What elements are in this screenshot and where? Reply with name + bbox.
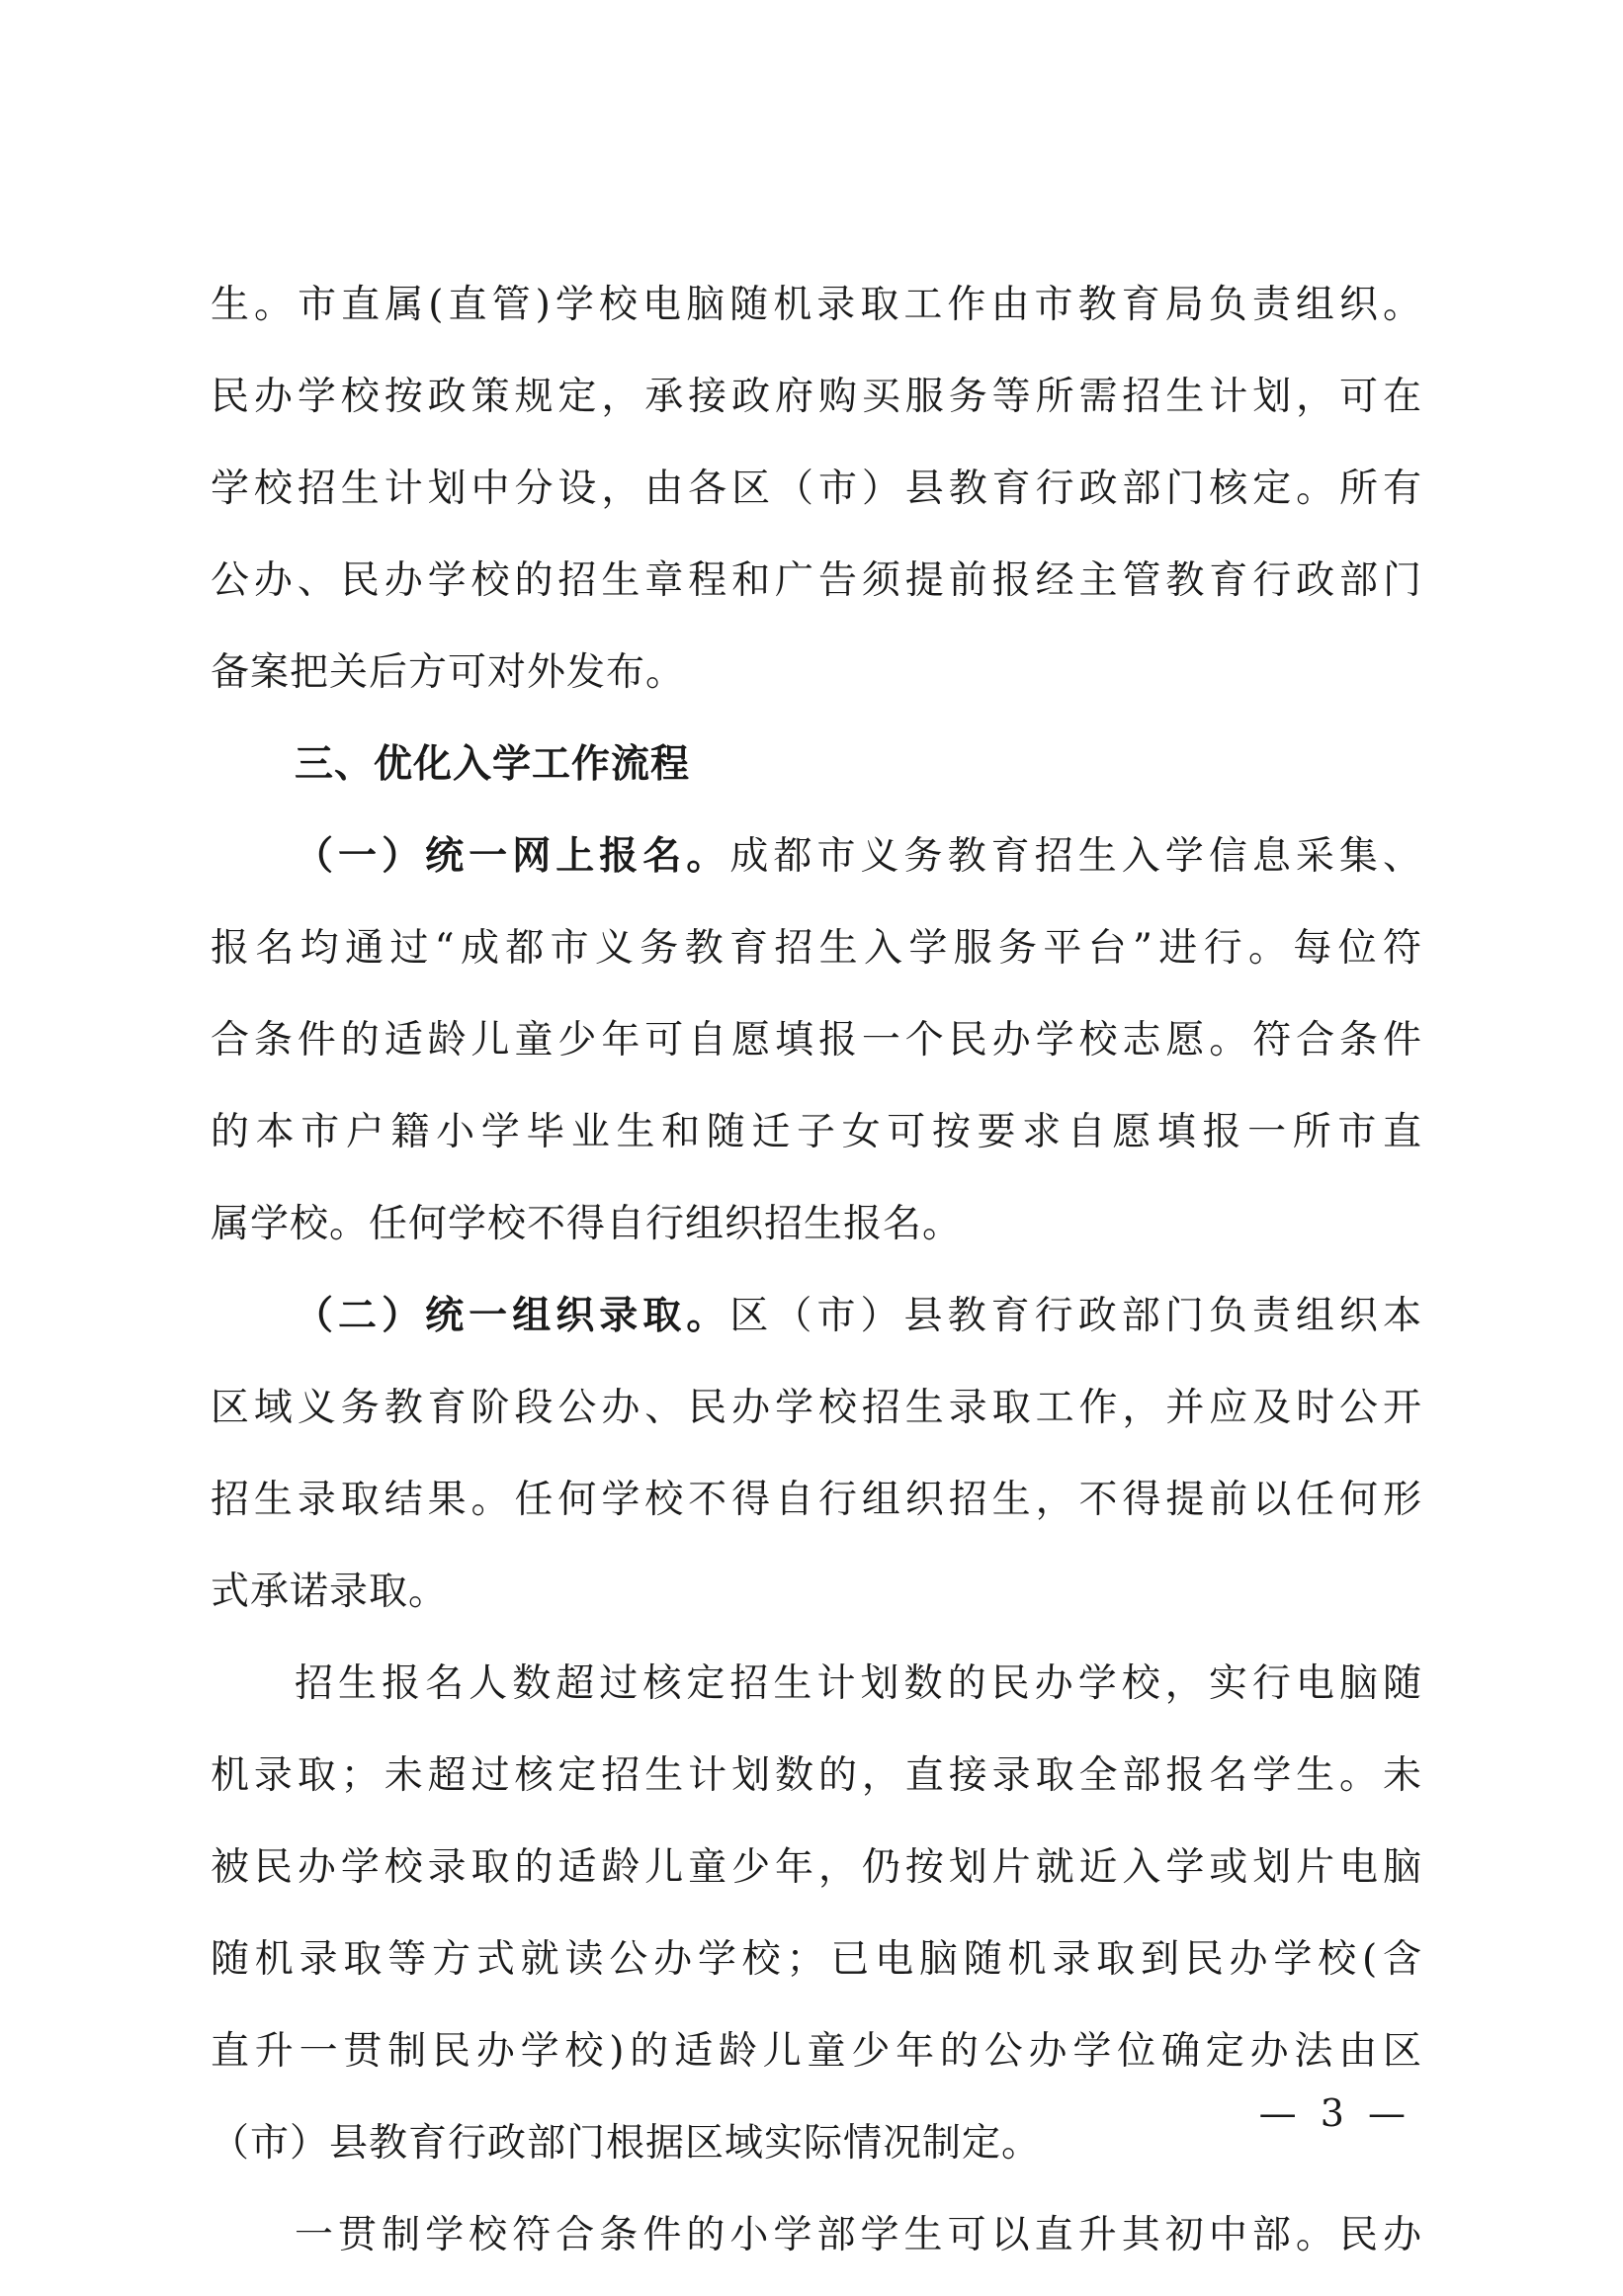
text-line: 备案把关后方可对外发布。: [211, 650, 686, 695]
paragraph-unified-admission: [211, 1270, 1422, 1638]
text-line: 区域义务教育阶段公办、民办学校招生录取工作，并应及时公开: [211, 1386, 1422, 1430]
text-line: 生。市直属(直管)学校电脑随机录取工作由市教育局负责组织。: [211, 283, 1422, 327]
text-line: 民办学校按政策规定，承接政府购买服务等所需招生计划，可在: [211, 375, 1422, 419]
text-line: 公办、民办学校的招生章程和广告须提前报经主管教育行政部门: [211, 558, 1422, 603]
text-line: 直升一贯制民办学校)的适龄儿童少年的公办学位确定办法由区: [211, 2029, 1422, 2074]
page-number: — 3 —: [1258, 2091, 1411, 2135]
text-line: 随机录取等方式就读公办学校；已电脑随机录取到民办学校(含: [211, 1937, 1422, 1982]
text-line: [211, 810, 1422, 902]
paragraph-lead-rest: 区（市）县教育行政部门负责组织本: [729, 1294, 1422, 1338]
text-line: 合条件的适龄儿童少年可自愿填报一个民办学校志愿。符合条件: [211, 1018, 1422, 1063]
text-line: 被民办学校录取的适龄儿童少年，仍按划片就近入学或划片电脑: [211, 1845, 1422, 1890]
text-line: 招生录取结果。任何学校不得自行组织招生，不得提前以任何形: [211, 1478, 1422, 1522]
paragraph-direct-promotion: [211, 2189, 1422, 2281]
paragraph-online-registration: [211, 810, 1422, 1270]
paragraph-lottery-admission: [211, 1638, 1422, 2189]
text-line: （市）县教育行政部门根据区域实际情况制定。: [211, 2121, 1042, 2166]
text-line: 一贯制学校符合条件的小学部学生可以直升其初中部。民办: [295, 2213, 1422, 2257]
text-line: 式承诺录取。: [211, 1570, 449, 1614]
paragraph-continuation: [211, 259, 1422, 719]
text-line: 的本市户籍小学毕业生和随迁子女可按要求自愿填报一所市直: [211, 1110, 1422, 1154]
paragraph-lead: （一）统一网上报名。: [295, 834, 730, 879]
text-line: 招生报名人数超过核定招生计划数的民办学校，实行电脑随: [295, 1661, 1422, 1706]
paragraph-lead: （二）统一组织录取。: [295, 1294, 730, 1338]
text-line: [211, 1270, 1422, 1362]
text-line: 学校招生计划中分设，由各区（市）县教育行政部门核定。所有: [211, 467, 1422, 511]
paragraph-lead-rest: 成都市义务教育招生入学信息采集、: [729, 834, 1422, 879]
text-line: 机录取；未超过核定招生计划数的，直接录取全部报名学生。未: [211, 1753, 1422, 1798]
text-line: 属学校。任何学校不得自行组织招生报名。: [211, 1202, 963, 1246]
section-heading: 三、优化入学工作流程: [295, 742, 691, 787]
text-line: 报名均通过“成都市义务教育招生入学服务平台”进行。每位符: [211, 926, 1422, 971]
document-body: [211, 259, 1422, 2281]
